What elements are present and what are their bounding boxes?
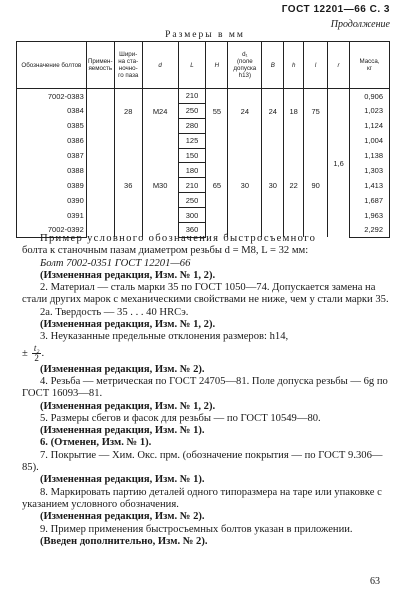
col-mass: Масса, кг [350, 42, 390, 89]
designation-cell: 0391 [17, 208, 87, 223]
length-L-cell: 250 [178, 193, 206, 208]
body-text [22, 233, 392, 548]
length-l-cell: 75 [304, 89, 328, 134]
item-6: 6. (Отменен, Изм. № 1). [40, 437, 152, 449]
page-number: 63 [370, 576, 380, 587]
revision-note: (Измененная редакция, Изм. № 1, 2). [40, 319, 216, 331]
designation-cell: 7002-0392 [17, 223, 87, 238]
height-h-cell: 18 [284, 89, 304, 134]
thread-d-cell: M24 [142, 89, 178, 134]
dimensions-table [16, 41, 390, 238]
designation-cell: 0385 [17, 118, 87, 133]
height-H-cell: 65 [206, 133, 228, 237]
col-B: B [262, 42, 284, 89]
mass-cell: 1,124 [350, 118, 390, 133]
mass-cell: 1,303 [350, 163, 390, 178]
height-H-cell: 55 [206, 89, 228, 134]
item-9: 9. Пример применения быстросъемных болтов указан в приложении. [40, 523, 353, 535]
continuation-label: Продолжение [330, 19, 390, 30]
item-3-end: . [41, 347, 45, 359]
col-d: d [142, 42, 178, 89]
width-B-cell: 30 [262, 133, 284, 237]
revision-note: (Измененная редакция, Изм. № 1). [40, 474, 205, 486]
mass-cell: 1,687 [350, 193, 390, 208]
table-header-row [17, 42, 390, 89]
revision-note: (Измененная редакция, Изм. № 2). [40, 511, 205, 523]
item-8: 8. Маркировать партию деталей одного типоразмера на таре или упаковке с указанием условного обозначения. [22, 486, 382, 510]
thread-d-cell: M30 [142, 133, 178, 237]
length-L-cell: 210 [178, 178, 206, 193]
item-2: 2. Материал — сталь марки 35 по ГОСТ 1050—74. Допускается замена на стали других марок с механическими свойствами не ниже, чем у стали марки 35. [22, 282, 389, 306]
length-l-cell: 90 [304, 133, 328, 237]
designation-cell: 0389 [17, 178, 87, 193]
col-L: L [178, 42, 206, 89]
col-r: r [328, 42, 350, 89]
height-h-cell: 22 [284, 133, 304, 237]
mass-cell: 1,004 [350, 133, 390, 148]
applicability-cell [86, 89, 114, 238]
mass-cell: 1,023 [350, 103, 390, 118]
slot-width-cell: 28 [114, 89, 142, 134]
col-applicability: Примен- яемость [86, 42, 114, 89]
col-slot-width: Шири- на ста- ночно- го паза [114, 42, 142, 89]
item-4: 4. Резьба — метрическая по ГОСТ 24705—81. Поле допуска резьбы — 6g по ГОСТ 16093—81. [22, 375, 388, 400]
item-2a: 2а. Твердость — 35 . . . 40 HRCэ. [40, 306, 189, 318]
length-L-cell: 125 [178, 133, 206, 148]
example-line-1: Пример условного обозначения быстросъемного [40, 233, 317, 244]
item-3-tolerance [22, 344, 392, 364]
standard-header: ГОСТ 12201—66 С. 3 [281, 4, 390, 15]
fraction-numerator: t₂ [33, 342, 40, 353]
width-B-cell: 24 [262, 89, 284, 134]
d1-cell: 30 [228, 133, 262, 237]
item-5: 5. Размеры сбегов и фасок для резьбы — по ГОСТ 10549—80. [40, 412, 321, 424]
col-d1: d₁ (поле допуска h13) [228, 42, 262, 89]
revision-note: (Измененная редакция, Изм. № 1). [40, 425, 205, 437]
length-L-cell: 150 [178, 148, 206, 163]
mass-cell: 0,906 [350, 89, 390, 104]
col-H: H [206, 42, 228, 89]
revision-note: (Измененная редакция, Изм. № 2). [40, 363, 205, 375]
length-L-cell: 180 [178, 163, 206, 178]
length-L-cell: 300 [178, 208, 206, 223]
designation-cell: 0388 [17, 163, 87, 178]
item-7: 7. Покрытие — Хим. Окс. прм. (обозначение покрытия — по ГОСТ 9.306—85). [22, 449, 383, 474]
col-designation: Обозначение болтов [17, 42, 87, 89]
example-line-2: болта к станочным пазам диаметром резьбы d = M8, L = 32 мм: [22, 245, 309, 257]
designation-cell: 7002-0383 [17, 89, 87, 104]
table-row [17, 89, 390, 104]
slot-width-cell: 36 [114, 133, 142, 237]
designation-cell: 0390 [17, 193, 87, 208]
designation-cell: 0386 [17, 133, 87, 148]
added-note: (Введен дополнительно, Изм. № 2). [40, 535, 208, 547]
d1-cell: 24 [228, 89, 262, 134]
length-L-cell: 210 [178, 89, 206, 104]
radius-r-cell: 1,6 [328, 89, 350, 238]
fraction-denominator: 2 [34, 352, 39, 363]
mass-cell: 1,413 [350, 178, 390, 193]
mass-cell: 1,138 [350, 148, 390, 163]
col-l: l [304, 42, 328, 89]
designation-cell: 0384 [17, 103, 87, 118]
table-units: Размеры в мм [165, 30, 245, 40]
revision-note: (Измененная редакция, Изм. № 1, 2). [40, 269, 216, 281]
col-h: h [284, 42, 304, 89]
designation-cell: 0387 [17, 148, 87, 163]
length-L-cell: 280 [178, 118, 206, 133]
revision-note: (Измененная редакция, Изм. № 1, 2). [40, 400, 216, 412]
mass-cell: 1,963 [350, 208, 390, 223]
item-3: 3. Неуказанные предельные отклонения размеров: h14, [40, 331, 289, 343]
length-L-cell: 250 [178, 103, 206, 118]
plus-minus-sign: ± [22, 347, 28, 359]
mass-cell: 2,292 [350, 223, 390, 238]
example-designation: Болт 7002-0351 ГОСТ 12201—66 [40, 257, 191, 269]
length-L-cell: 360 [178, 223, 206, 238]
